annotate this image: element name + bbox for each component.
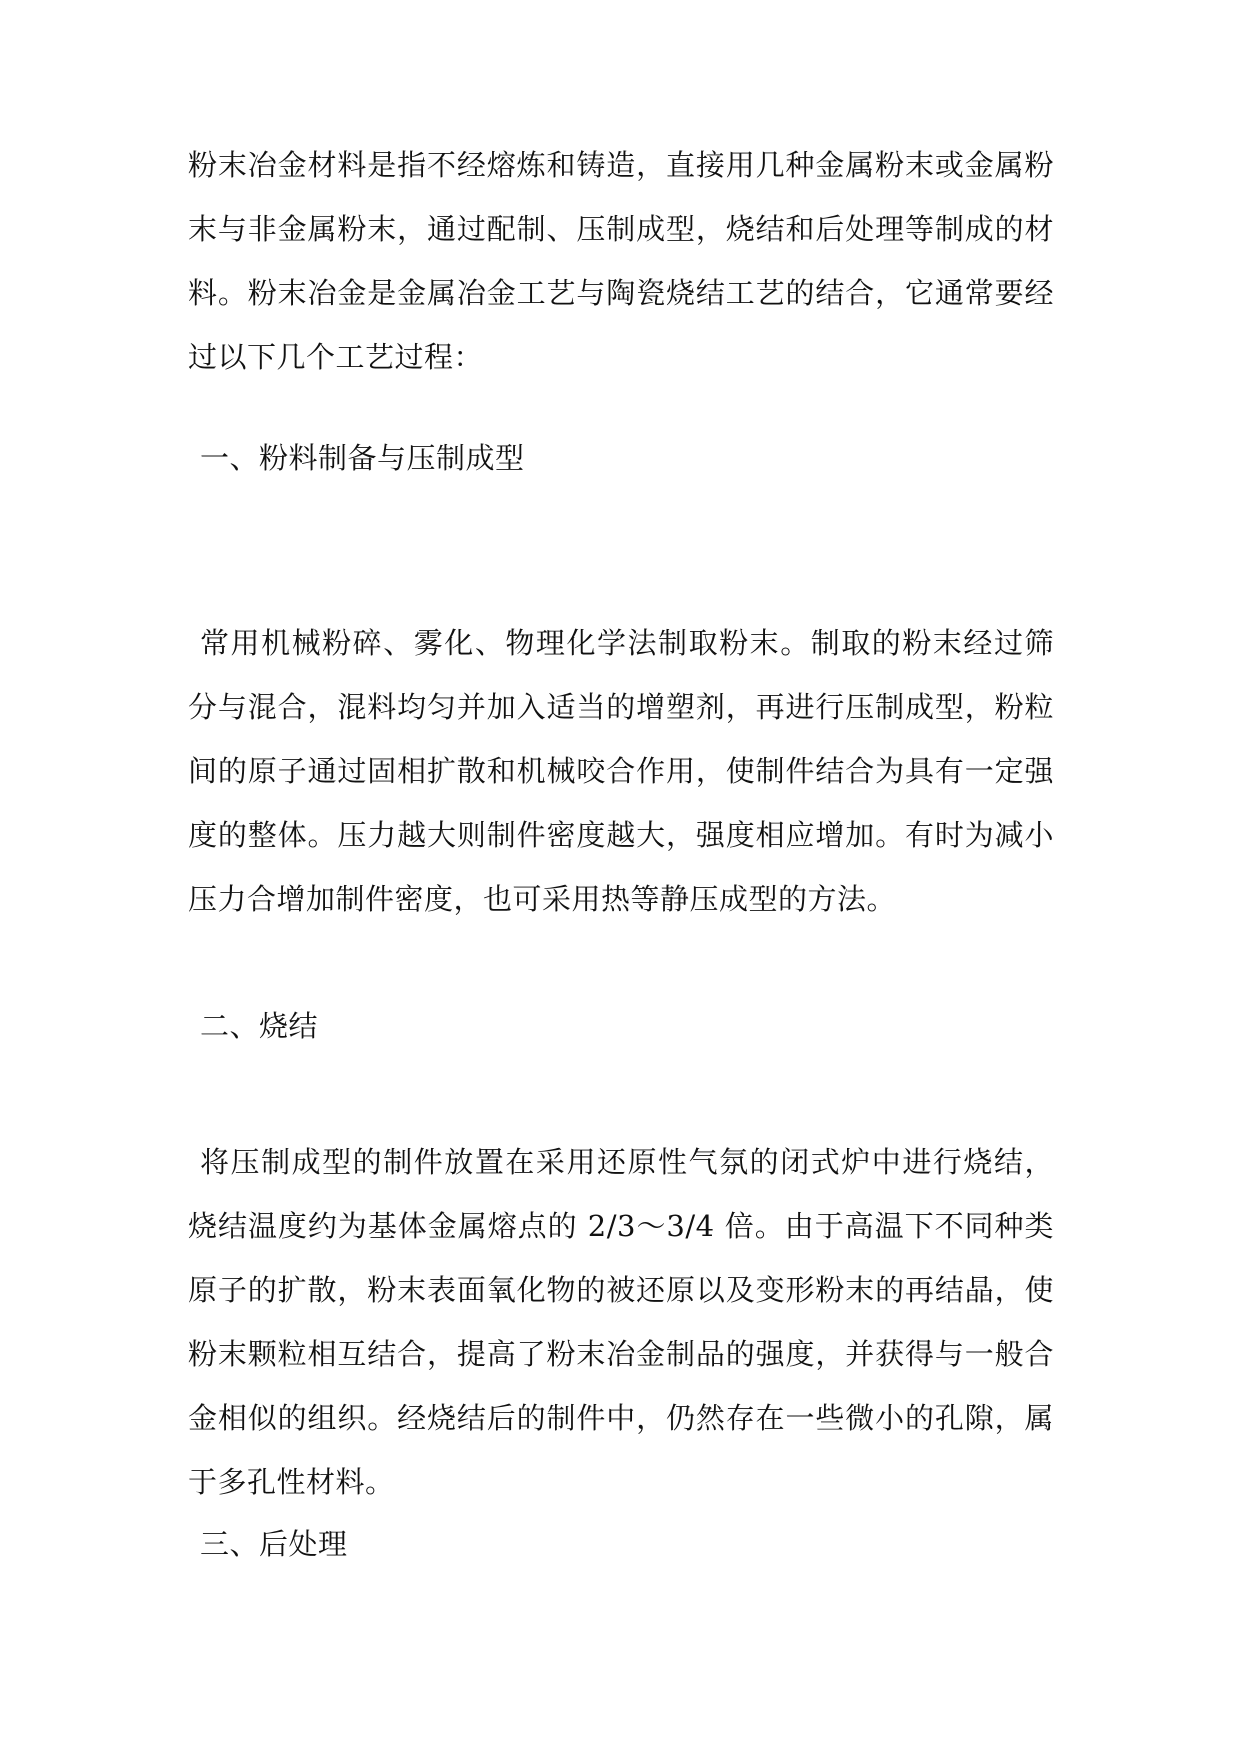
intro-paragraph: 粉末冶金材料是指不经熔炼和铸造，直接用几种金属粉末或金属粉末与非金属粉末，通过配制、压制成型，烧结和后处理等制成的材料。粉末冶金是金属冶金工艺与陶瓷烧结工艺的结合，它通常要经过以下几个工艺过程： (188, 148, 1054, 374)
section-body-2: 将压制成型的制件放置在采用还原性气氛的闭式炉中进行烧结，烧结温度约为基体金属熔点的 2/3～3/4 倍。由于高温下不同种类原子的扩散，粉末表面氧化物的被还原以及变形粉末的再结晶，使粉末颗粒相互结合，提高了粉末冶金制品的强度，并获得与一般合金相似的组织。经烧结后的制件中，仍然存在一些微小的孔隙，属于多孔性材料。 (188, 1145, 1054, 1499)
section-heading-2: 二、烧结 (200, 1009, 319, 1043)
section-heading-1: 一、粉料制备与压制成型 (200, 441, 525, 475)
section-body-1: 常用机械粉碎、雾化、物理化学法制取粉末。制取的粉末经过筛分与混合，混料均匀并加入适当的增塑剂，再进行压制成型，粉粒间的原子通过固相扩散和机械咬合作用，使制件结合为具有一定强度的整体。压力越大则制件密度越大，强度相应增加。有时为减小压力合增加制件密度，也可采用热等静压成型的方法。 (188, 626, 1054, 916)
section-heading-3: 三、后处理 (200, 1527, 348, 1561)
